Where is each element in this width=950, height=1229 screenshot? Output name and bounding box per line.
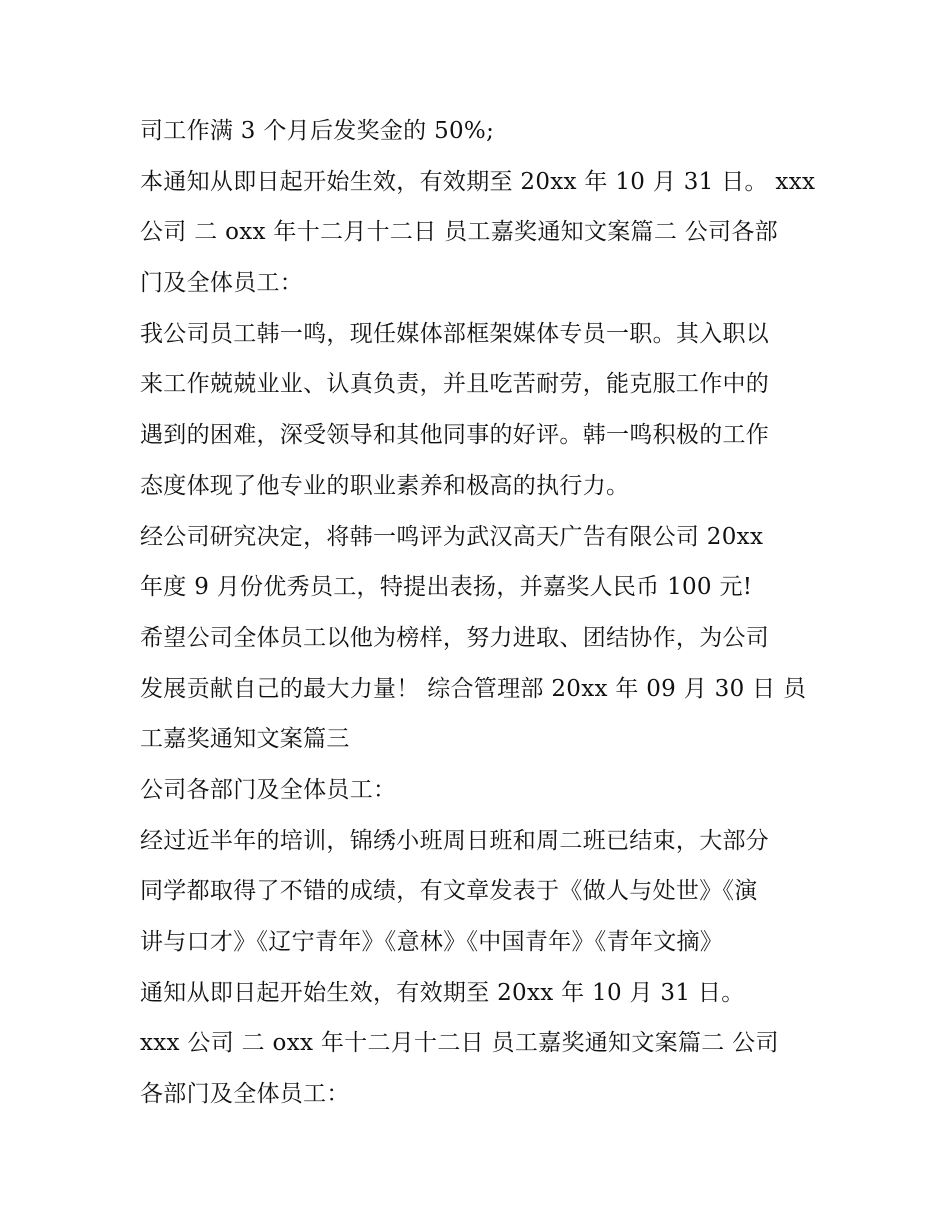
document-body: [140, 106, 820, 1120]
text-line: 司工作满 3 个月后发奖金的 50%;: [140, 118, 495, 144]
text-line: 同学都取得了不错的成绩，有文章发表于《做人与处世》《演: [140, 878, 758, 905]
text-line: 希望公司全体员工以他为榜样，努力进取、团结协作，为公司: [140, 624, 770, 651]
text-line: 公司 二 oxx 年十二月十二日 员工嘉奖通知文案篇二 公司各部: [140, 219, 778, 246]
text-line: 发展贡献自己的最大力量！ 综合管理部 20xx 年 09 月 30 日 员: [140, 675, 807, 702]
text-line: 本通知从即日起开始生效，有效期至 20xx 年 10 月 31 日。 xxx: [140, 168, 816, 195]
text-line: 公司各部门及全体员工：: [140, 776, 397, 803]
text-line: 年度 9 月份优秀员工，特提出表扬，并嘉奖人民币 100 元!: [140, 574, 753, 601]
text-line: 门及全体员工：: [140, 270, 304, 297]
text-line: xxx 公司 二 oxx 年十二月十二日 员工嘉奖通知文案篇二 公司: [140, 1030, 779, 1057]
text-line: 遇到的困难，深受领导和其他同事的好评。韩一鸣积极的工作: [140, 422, 770, 449]
text-line: 来工作兢兢业业、认真负责，并且吃苦耐劳，能克服工作中的: [140, 371, 770, 398]
text-line: 讲与口才》《辽宁青年》《意林》《中国青年》《青年文摘》: [140, 929, 724, 955]
text-line: 经公司研究决定，将韩一鸣评为武汉高天广告有限公司 20xx: [140, 523, 764, 550]
text-line: 态度体现了他专业的职业素养和极高的执行力。: [140, 472, 630, 499]
text-line: 通知从即日起开始生效，有效期至 20xx 年 10 月 31 日。: [140, 979, 745, 1006]
text-line: 各部门及全体员工：: [140, 1081, 350, 1108]
text-line: 工嘉奖通知文案篇三: [140, 726, 350, 753]
text-line: 经过近半年的培训，锦绣小班周日班和周二班已结束，大部分: [140, 827, 770, 854]
text-line: 我公司员工韩一鸣，现任媒体部框架媒体专员一职。其入职以: [140, 320, 770, 347]
